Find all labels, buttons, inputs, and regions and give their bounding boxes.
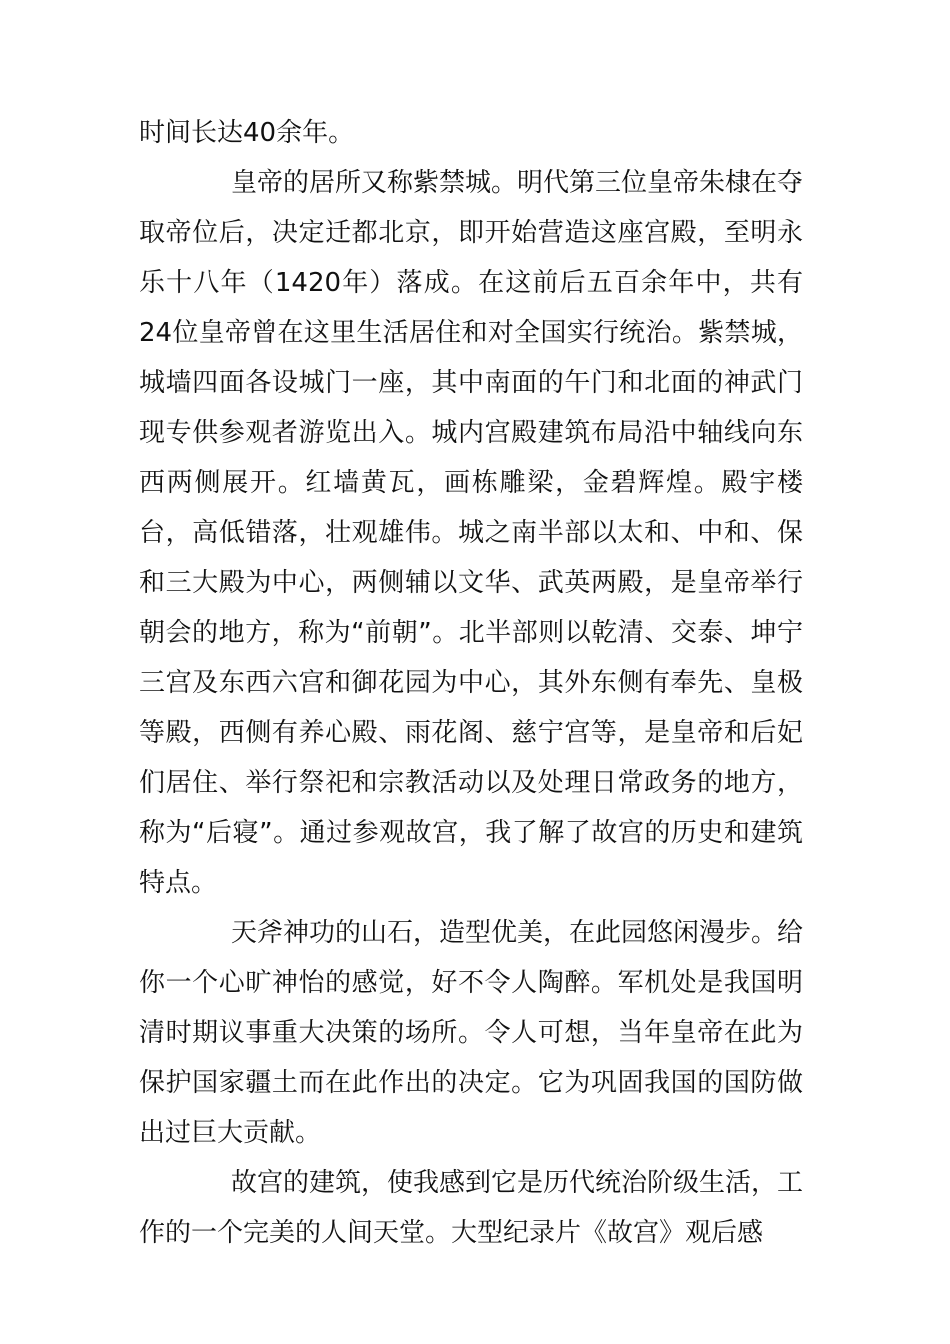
paragraph-2: 皇帝的居所又称紫禁城。明代第三位皇帝朱棣在夺取帝位后，决定迁都北京，即开始营造这座宫殿，至明永乐十八年（1420年）落成。在这前后五百余年中，共有24位皇帝曾在这里生活居住和对全国实行统治。紫禁城，城墙四面各设城门一座，其中南面的午门和北面的神武门现专供参观者游览出入。城内宫殿建筑布局沿中轴线向东西两侧展开。红墙黄瓦，画栋雕梁，金碧辉煌。殿宇楼台，高低错落，壮观雄伟。城之南半部以太和、中和、保和三大殿为中心，两侧辅以文华、武英两殿，是皇帝举行朝会的地方，称为“前朝”。北半部则以乾清、交泰、坤宁三宫及东西六宫和御花园为中心，其外东侧有奉先、皇极等殿，西侧有养心殿、雨花阁、慈宁宫等，是皇帝和后妃们居住、举行祭祀和宗教活动以及处理日常政务的地方，称为“后寝”。通过参观故宫，我了解了故宫的历史和建筑特点。 — [139, 168, 804, 898]
paragraph-3: 天斧神功的山石，造型优美，在此园悠闲漫步。给你一个心旷神怡的感觉，好不令人陶醉。军机处是我国明清时期议事重大决策的场所。令人可想，当年皇帝在此为保护国家疆土而在此作出的决定。它为巩固我国的国防做出过巨大贡献。 — [139, 918, 804, 1148]
document-body — [139, 108, 803, 1258]
paragraph-4: 故宫的建筑，使我感到它是历代统治阶级生活，工作的一个完美的人间天堂。大型纪录片《故宫》观后感 — [139, 1168, 804, 1248]
paragraph-1: 时间长达40余年。 — [139, 118, 355, 148]
